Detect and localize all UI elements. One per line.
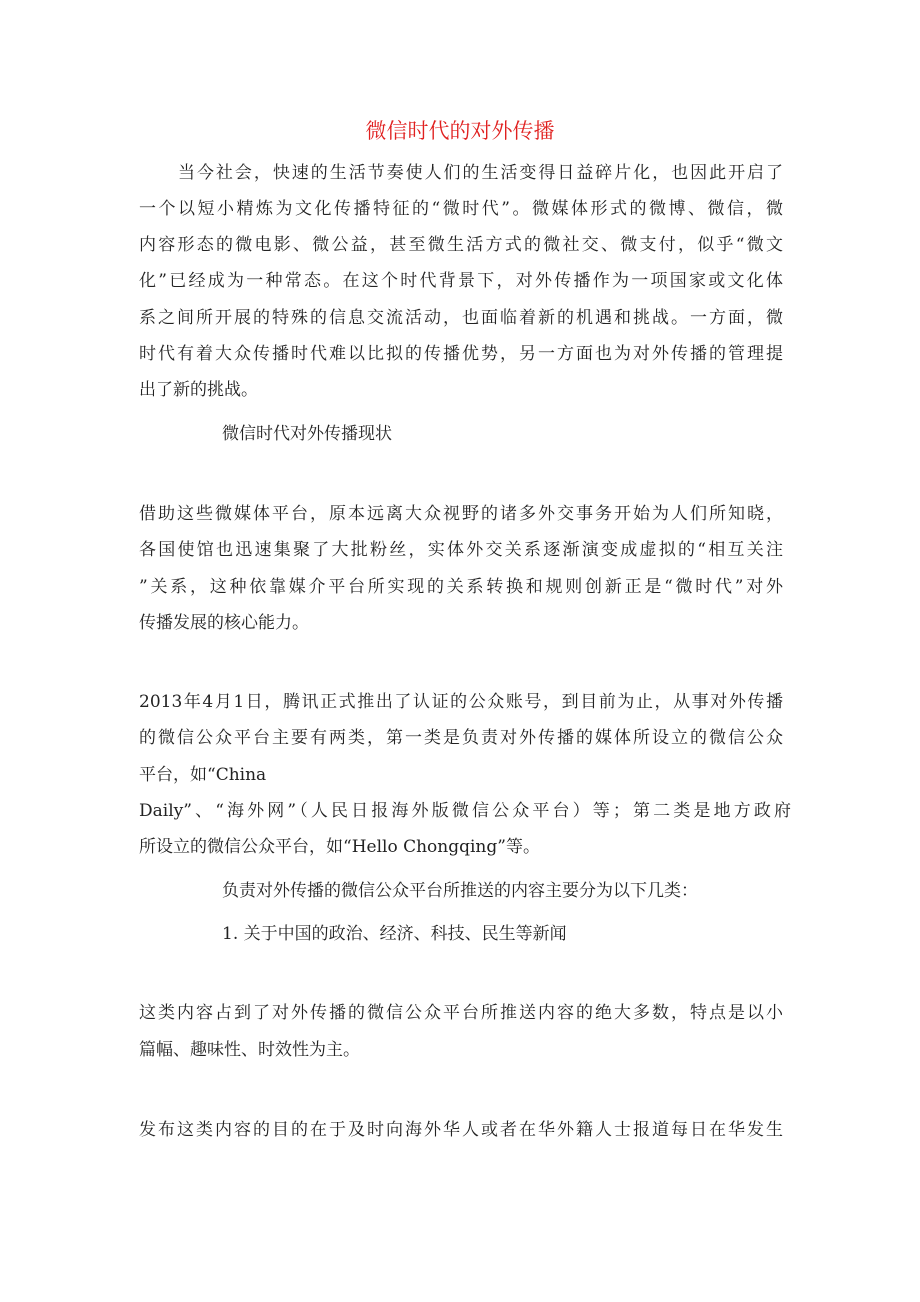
text-line: ”关系，这种依靠媒介平台所实现的关系转换和规则创新正是“微时代”对外 <box>139 577 783 597</box>
text-line: 的微信公众平台主要有两类，第一类是负责对外传播的媒体所设立的微信公众 <box>139 728 783 748</box>
text-line: 借助这些微媒体平台，原本远离大众视野的诸多外交事务开始为人们所知晓， <box>139 504 783 524</box>
text-line: 出了新的挑战。 <box>139 380 258 400</box>
text-line: 所设立的微信公众平台，如“Hello Chongqing”等。 <box>139 837 540 857</box>
text-line: 化”已经成为一种常态。在这个时代背景下，对外传播作为一项国家或文化体 <box>139 271 783 291</box>
text-line: 平台，如“China <box>139 765 267 785</box>
text-line: 发布这类内容的目的在于及时向海外华人或者在华外籍人士报道每日在华发生 <box>139 1120 783 1140</box>
text-line: 这类内容占到了对外传播的微信公众平台所推送内容的绝大多数，特点是以小 <box>139 1003 783 1023</box>
text-line: 传播发展的核心能力。 <box>139 613 309 633</box>
content-categories-intro: 负责对外传播的微信公众平台所推送的内容主要分为以下几类： <box>222 881 698 901</box>
text-line: 各国使馆也迅速集聚了大批粉丝，实体外交关系逐渐演变成虚拟的“相互关注 <box>139 540 783 560</box>
section-heading: 微信时代对外传播现状 <box>222 424 392 444</box>
text-line: 2013年4月1日，腾讯正式推出了认证的公众账号，到目前为止，从事对外传播 <box>139 692 783 712</box>
text-line: 篇幅、趣味性、时效性为主。 <box>139 1040 360 1060</box>
text-line: Daily”、“海外网”（人民日报海外版微信公众平台）等；第二类是地方政府 <box>139 801 791 821</box>
text-line: 当今社会，快速的生活节奏使人们的生活变得日益碎片化，也因此开启了 <box>178 163 783 183</box>
list-item: 1. 关于中国的政治、经济、科技、民生等新闻 <box>222 924 567 944</box>
text-line: 时代有着大众传播时代难以比拟的传播优势，另一方面也为对外传播的管理提 <box>139 344 783 364</box>
text-line: 内容形态的微电影、微公益，甚至微生活方式的微社交、微支付，似乎“微文 <box>139 235 783 255</box>
text-line: 系之间所开展的特殊的信息交流活动，也面临着新的机遇和挑战。一方面，微 <box>139 308 783 328</box>
document-title: 微信时代的对外传播 <box>365 119 555 143</box>
text-line: 一个以短小精炼为文化传播特征的“微时代”。微媒体形式的微博、微信，微 <box>139 199 783 219</box>
